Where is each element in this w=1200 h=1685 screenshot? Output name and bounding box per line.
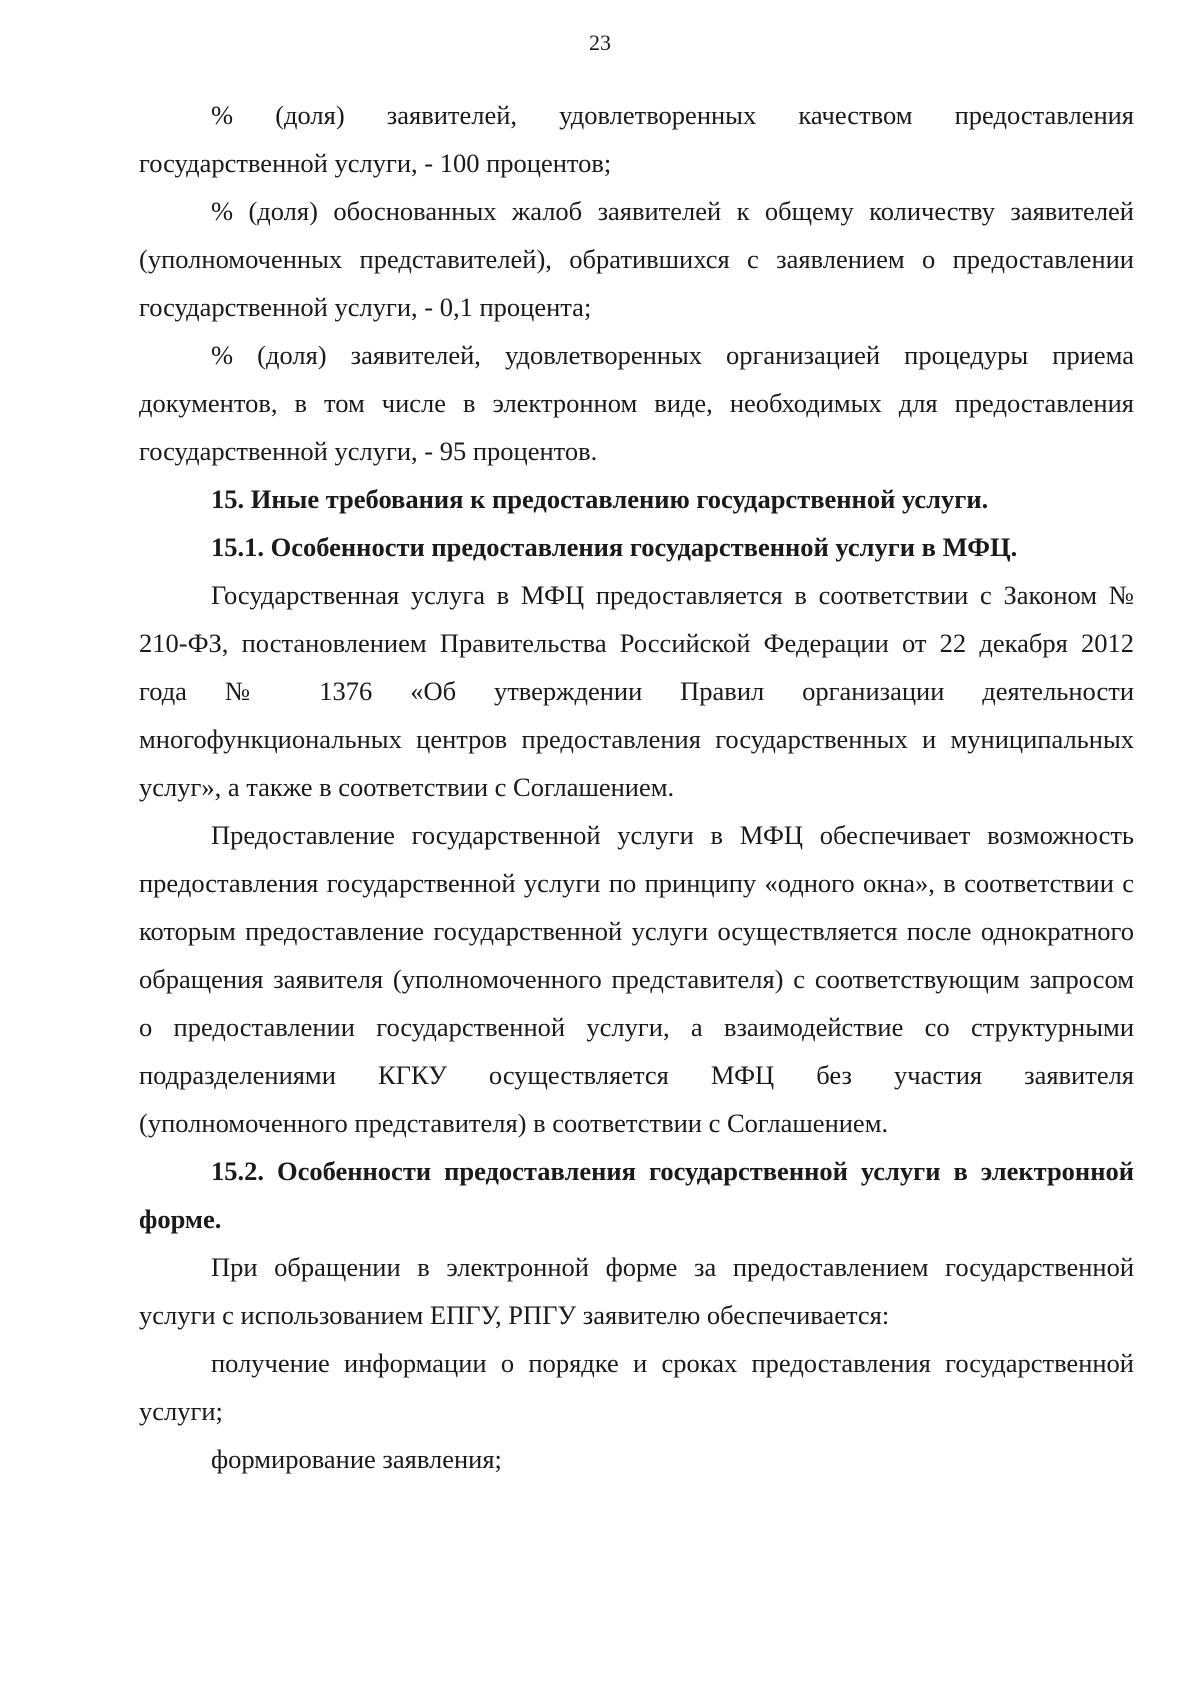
heading-section-15-2: 15.2. Особенности предоставления государственной услуги в электронной форме. [139,1156,1134,1234]
paragraph-form-application: формирование заявления; [211,1444,502,1474]
heading-section-15: 15. Иные требования к предоставлению государственной услуги. [211,484,989,514]
paragraph-mfc-law: Государственная услуга в МФЦ предоставляется в соответствии с Законом № 210-ФЗ, постановлением Правительства Российской Федерации от 22 декабря 2012 года № 1376 «Об утверждении Правил организации деятельности многофункциональных центров предоставления государственных и муниципальных услуг», а также в соответствии с Соглашением. [139,580,1134,802]
paragraph-electronic-form: При обращении в электронной форме за предоставлением государственной услуги с использованием ЕПГУ, РПГУ заявителю обеспечивается: [139,1252,1134,1330]
heading-section-15-1: 15.1. Особенности предоставления государственной услуги в МФЦ. [211,532,1018,562]
paragraph-share-complaints: % (доля) обоснованных жалоб заявителей к общему количеству заявителей (уполномоченных представителей), обратившихся с заявлением о предоставлении государственной услуги, - 0,1 процента; [139,196,1134,322]
paragraph-share-satisfied-quality: % (доля) заявителей, удовлетворенных качеством предоставления государственной услуги, - 100 процентов; [139,100,1134,178]
paragraph-share-satisfied-procedure: % (доля) заявителей, удовлетворенных организацией процедуры приема документов, в том числе в электронном виде, необходимых для предоставления государственной услуги, - 95 процентов. [139,340,1134,466]
page-number: 23 [589,30,611,55]
paragraph-mfc-one-window: Предоставление государственной услуги в МФЦ обеспечивает возможность предоставления государственной услуги по принципу «одного окна», в соответствии с которым предоставление государственной услуги осуществляется после однократного обращения заявителя (уполномоченного представителя) с соответствующим запросом о предоставлении государственной услуги, а взаимодействие со структурными подразделениями КГКУ осуществляется МФЦ без участия заявителя (уполномоченного представителя) в соответствии с Соглашением. [139,820,1134,1138]
document-body [139,91,1134,1483]
paragraph-info-receipt: получение информации о порядке и сроках предоставления государственной услуги; [139,1348,1134,1426]
